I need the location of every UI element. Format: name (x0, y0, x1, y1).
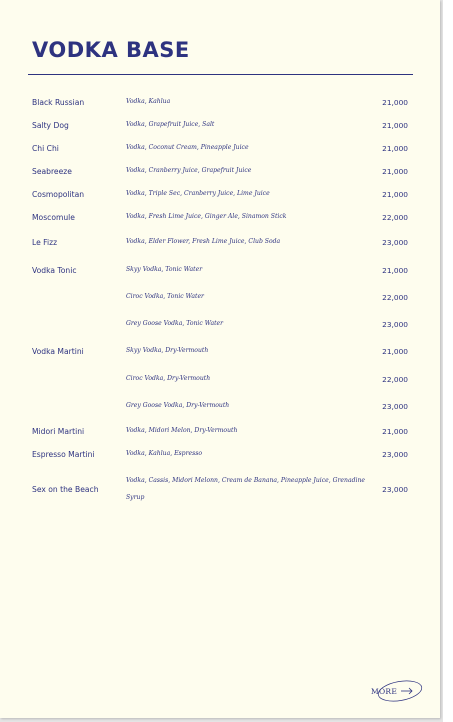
more-button[interactable] (366, 680, 424, 704)
item-name: Black Russian (32, 98, 85, 107)
item-price: 21,000 (382, 427, 408, 436)
item-description: Vodka, Triple Sec, Cranberry Juice, Lime Juice (126, 190, 270, 197)
item-price: 23,000 (382, 320, 408, 329)
item-description: Vodka, Elder Flower, Fresh Lime Juice, Club Soda (126, 238, 281, 245)
item-name: Salty Dog (32, 121, 69, 130)
item-price: 21,000 (382, 167, 408, 176)
item-description: Vodka, Grapefruit Juice, Salt (126, 121, 215, 128)
more-label: MORE (371, 687, 398, 696)
item-price: 23,000 (382, 402, 408, 411)
item-name: Le Fizz (32, 238, 58, 247)
item-description: Vodka, Cranberry Juice, Grapefruit Juice (126, 167, 252, 174)
item-description: Vodka, Kahlua, Espresso (126, 450, 203, 457)
item-name: Vodka Tonic (32, 266, 77, 275)
item-price: 21,000 (382, 98, 408, 107)
item-price: 21,000 (382, 190, 408, 199)
item-description: Grey Goose Vodka, Dry-Vermouth (126, 402, 230, 409)
item-name: Vodka Martini (32, 347, 84, 356)
item-price: 22,000 (382, 375, 408, 384)
item-price: 23,000 (382, 485, 408, 494)
item-description: Ciroc Vodka, Dry-Vermouth (126, 375, 211, 382)
item-price: 21,000 (382, 266, 408, 275)
item-description: Vodka, Coconut Cream, Pineapple Juice (126, 144, 249, 151)
item-price: 21,000 (382, 347, 408, 356)
item-price: 21,000 (382, 121, 408, 130)
item-name: Midori Martini (32, 427, 85, 436)
item-price: 21,000 (382, 144, 408, 153)
item-price: 22,000 (382, 293, 408, 302)
item-name: Sex on the Beach (32, 485, 99, 494)
item-description: Skyy Vodka, Dry-Vermouth (126, 347, 209, 354)
item-description: Grey Goose Vodka, Tonic Water (126, 320, 224, 327)
item-price: 22,000 (382, 213, 408, 222)
item-description: Vodka, Midori Melon, Dry-Vermouth (126, 427, 238, 434)
item-price: 23,000 (382, 450, 408, 459)
item-price: 23,000 (382, 238, 408, 247)
item-name: Cosmopolitan (32, 190, 85, 199)
item-name: Chi Chi (32, 144, 59, 153)
item-description: Vodka, Kahlua (126, 98, 171, 105)
right-margin-bar (443, 0, 453, 722)
arrow-right-icon (401, 688, 412, 694)
item-description: Ciroc Vodka, Tonic Water (126, 293, 204, 300)
page-title: VODKA BASE (32, 38, 190, 62)
item-name: Espresso Martini (32, 450, 95, 459)
item-name: Seabreeze (32, 167, 72, 176)
item-name: Moscomule (32, 213, 75, 222)
item-description: Skyy Vodka, Tonic Water (126, 266, 203, 273)
title-divider (28, 74, 413, 75)
item-description: Vodka, Cassis, Midori Melonn, Cream de Banana, Pineapple Juice, Grenadine Syrup (126, 477, 365, 501)
item-description: Vodka, Fresh Lime Juice, Ginger Ale, Sinamon Stick (126, 213, 287, 220)
